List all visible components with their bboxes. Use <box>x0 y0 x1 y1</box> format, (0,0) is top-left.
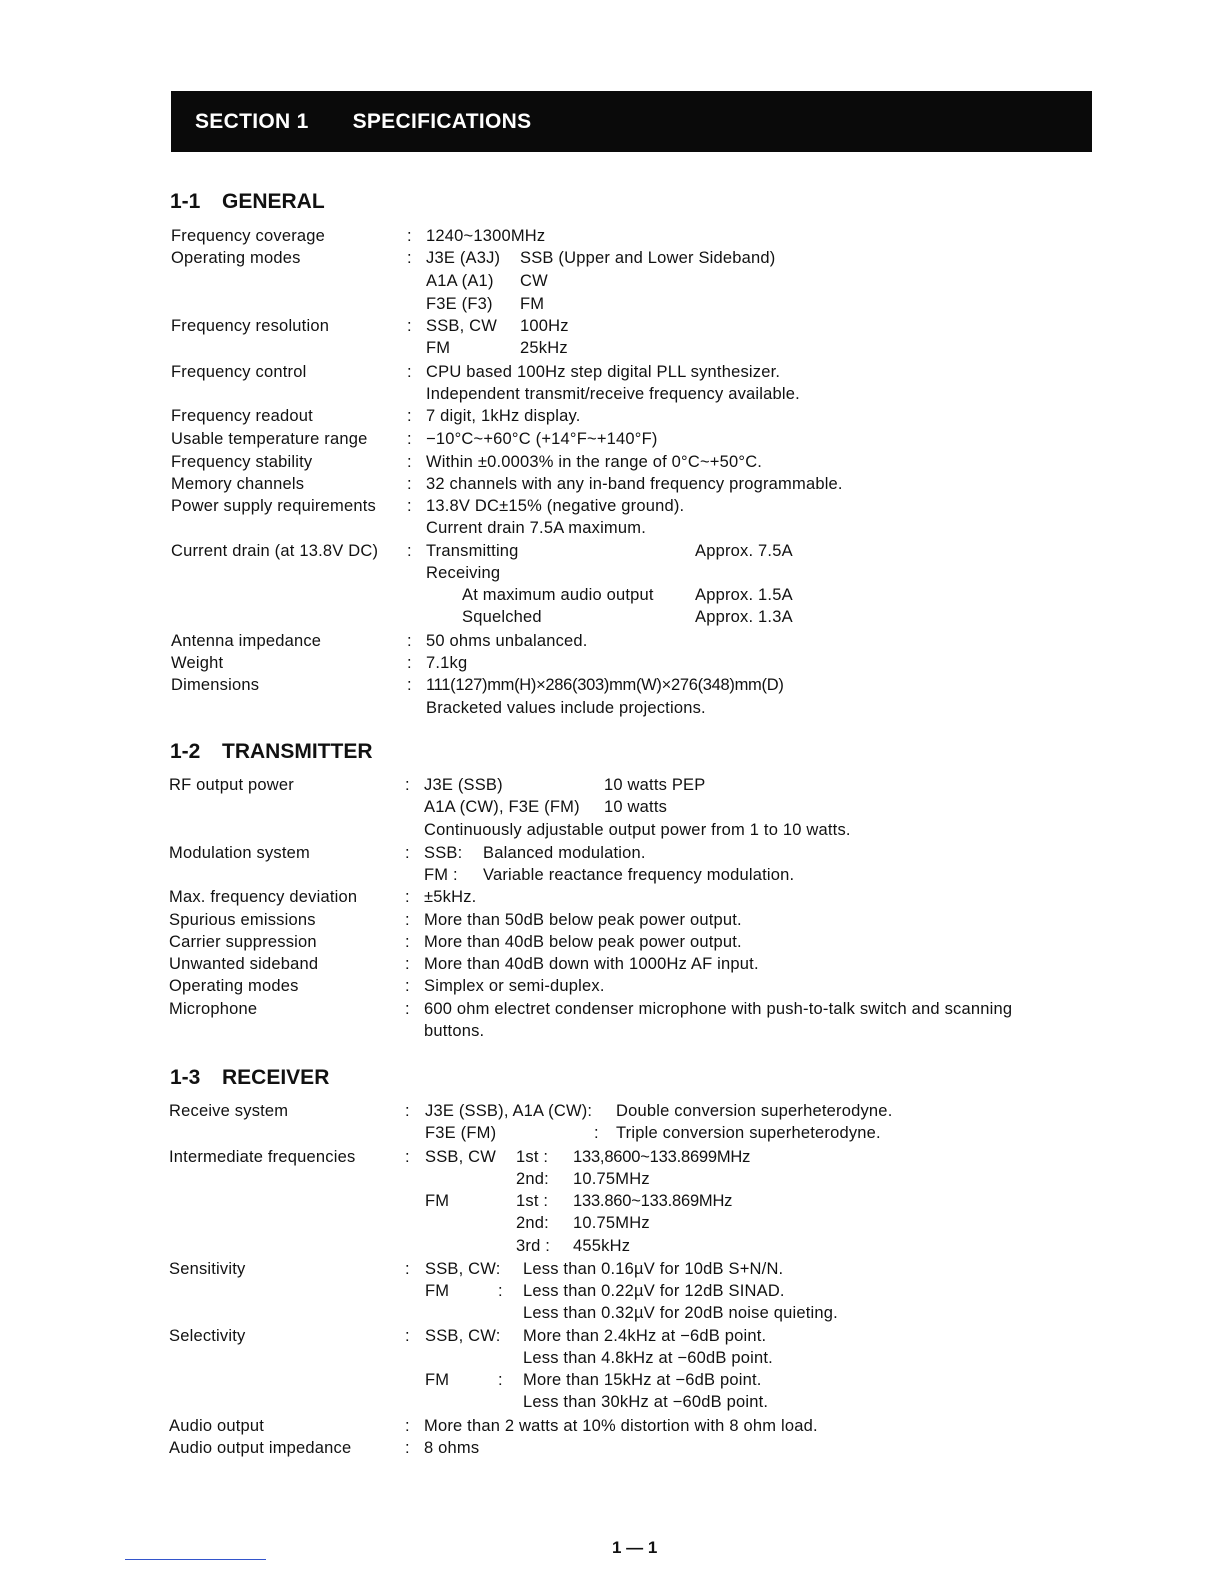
spec-label: Frequency resolution <box>171 317 330 335</box>
spec-label: Antenna impedance <box>171 632 322 650</box>
spec-value: FM <box>425 1282 450 1300</box>
spec-colon: : <box>407 676 412 694</box>
spec-value: Squelched <box>462 608 542 626</box>
spec-value: 3rd : <box>516 1237 551 1255</box>
spec-value: A1A (A1) <box>426 272 494 290</box>
spec-label: Receive system <box>169 1102 289 1120</box>
spec-label: Frequency control <box>171 363 307 381</box>
heading-number: 1-3 <box>170 1066 201 1089</box>
spec-value: 32 channels with any in-band frequency programmable. <box>426 475 843 493</box>
spec-colon: : <box>407 497 412 515</box>
spec-colon: : <box>407 475 412 493</box>
spec-value: 10.75MHz <box>573 1214 650 1232</box>
spec-colon: : <box>405 933 410 951</box>
spec-value: FM <box>425 1371 450 1389</box>
spec-value: 111(127)mm(H)×286(303)mm(W)×276(348)mm(D) <box>426 676 784 694</box>
spec-colon: : <box>405 977 410 995</box>
section-title: SPECIFICATIONS <box>352 109 532 133</box>
spec-value: F3E (FM) <box>425 1124 497 1142</box>
spec-value: : <box>498 1371 503 1389</box>
spec-value: Variable reactance frequency modulation. <box>483 866 795 884</box>
heading-title: RECEIVER <box>222 1066 330 1089</box>
spec-value: FM : <box>424 866 458 884</box>
spec-value: Approx. 7.5A <box>695 542 793 560</box>
spec-label: Usable temperature range <box>171 430 368 448</box>
spec-value: 2nd: <box>516 1170 549 1188</box>
spec-value: 2nd: <box>516 1214 549 1232</box>
spec-colon: : <box>407 407 412 425</box>
spec-value: CW <box>520 272 548 290</box>
spec-value: FM <box>425 1192 450 1210</box>
spec-colon: : <box>405 1260 410 1278</box>
spec-value: J3E (SSB), A1A (CW): <box>425 1102 593 1120</box>
spec-value: FM <box>426 339 451 357</box>
spec-label: Current drain (at 13.8V DC) <box>171 542 379 560</box>
spec-value: More than 40dB down with 1000Hz AF input. <box>424 955 759 973</box>
spec-value: More than 40dB below peak power output. <box>424 933 742 951</box>
spec-colon: : <box>405 1148 410 1166</box>
spec-colon: : <box>405 776 410 794</box>
heading-title: TRANSMITTER <box>222 740 373 763</box>
page-number: 1 — 1 <box>612 1538 658 1557</box>
heading-general <box>170 190 325 214</box>
spec-colon: : <box>407 317 412 335</box>
spec-colon: : <box>405 1000 410 1018</box>
spec-value: 13.8V DC±15% (negative ground). <box>426 497 685 515</box>
spec-colon: : <box>405 844 410 862</box>
spec-value: Receiving <box>426 564 501 582</box>
spec-value: More than 15kHz at −6dB point. <box>523 1371 762 1389</box>
spec-label: Weight <box>171 654 224 672</box>
spec-colon: : <box>407 632 412 650</box>
spec-colon: : <box>405 1102 410 1120</box>
spec-value: A1A (CW), F3E (FM) <box>424 798 580 816</box>
spec-value: Current drain 7.5A maximum. <box>426 519 646 537</box>
spec-value: : <box>594 1124 599 1142</box>
heading-title: GENERAL <box>222 190 325 213</box>
spec-value: More than 2 watts at 10% distortion with 8 ohm load. <box>424 1417 818 1435</box>
spec-label: Sensitivity <box>169 1260 246 1278</box>
spec-value: SSB, CW: <box>425 1260 501 1278</box>
spec-label: RF output power <box>169 776 294 794</box>
spec-value: 133,8600~133.8699MHz <box>573 1148 751 1166</box>
spec-colon: : <box>407 542 412 560</box>
spec-value: More than 50dB below peak power output. <box>424 911 742 929</box>
spec-value: 10.75MHz <box>573 1170 650 1188</box>
spec-value: Approx. 1.3A <box>695 608 793 626</box>
spec-value: −10°C~+60°C (+14°F~+140°F) <box>426 430 658 448</box>
heading-receiver <box>170 1066 329 1090</box>
heading-number: 1-2 <box>170 740 201 763</box>
spec-label: Audio output impedance <box>169 1439 352 1457</box>
spec-value: 1240~1300MHz <box>426 227 546 245</box>
spec-value: CPU based 100Hz step digital PLL synthesizer. <box>426 363 781 381</box>
spec-colon: : <box>405 911 410 929</box>
spec-value: Triple conversion superheterodyne. <box>616 1124 881 1142</box>
spec-colon: : <box>407 430 412 448</box>
spec-value: Transmitting <box>426 542 519 560</box>
spec-value: Independent transmit/receive frequency available. <box>426 385 800 403</box>
spec-colon: : <box>407 363 412 381</box>
spec-value: Double conversion superheterodyne. <box>616 1102 893 1120</box>
spec-value: 133.860~133.869MHz <box>573 1192 733 1210</box>
spec-value: SSB, CW <box>425 1148 497 1166</box>
spec-label: Dimensions <box>171 676 260 694</box>
spec-value: 600 ohm electret condenser microphone with push-to-talk switch and scanning <box>424 1000 1013 1018</box>
spec-colon: : <box>405 888 410 906</box>
section-banner <box>171 91 1092 152</box>
spec-value: J3E (SSB) <box>424 776 503 794</box>
spec-value: Within ±0.0003% in the range of 0°C~+50°C. <box>426 453 763 471</box>
spec-colon: : <box>405 1417 410 1435</box>
spec-value: Less than 30kHz at −60dB point. <box>523 1393 769 1411</box>
spec-value: FM <box>520 295 545 313</box>
spec-value: J3E (A3J) <box>426 249 501 267</box>
heading-number: 1-1 <box>170 190 201 213</box>
footer-rule <box>125 1559 266 1560</box>
spec-label: Operating modes <box>169 977 299 995</box>
spec-label: Carrier suppression <box>169 933 317 951</box>
spec-value: 25kHz <box>520 339 568 357</box>
spec-label: Audio output <box>169 1417 265 1435</box>
spec-label: Memory channels <box>171 475 305 493</box>
spec-colon: : <box>407 453 412 471</box>
spec-value: 7.1kg <box>426 654 468 672</box>
spec-value: 50 ohms unbalanced. <box>426 632 588 650</box>
spec-value: 10 watts <box>604 798 668 816</box>
spec-value: SSB, CW: <box>425 1327 501 1345</box>
spec-value: 8 ohms <box>424 1439 480 1457</box>
spec-colon: : <box>407 227 412 245</box>
spec-label: Selectivity <box>169 1327 246 1345</box>
spec-value: 1st : <box>516 1148 549 1166</box>
spec-label: Microphone <box>169 1000 258 1018</box>
spec-value: At maximum audio output <box>462 586 654 604</box>
spec-value: Continuously adjustable output power from 1 to 10 watts. <box>424 821 851 839</box>
spec-value: 100Hz <box>520 317 569 335</box>
spec-value: Bracketed values include projections. <box>426 699 706 717</box>
spec-value: F3E (F3) <box>426 295 493 313</box>
spec-label: Spurious emissions <box>169 911 316 929</box>
spec-value: 7 digit, 1kHz display. <box>426 407 581 425</box>
spec-value: Less than 0.32µV for 20dB noise quieting. <box>523 1304 838 1322</box>
spec-colon: : <box>407 654 412 672</box>
spec-value: SSB: <box>424 844 463 862</box>
spec-value: SSB, CW <box>426 317 498 335</box>
heading-transmitter <box>170 740 373 764</box>
spec-label: Modulation system <box>169 844 310 862</box>
spec-label: Power supply requirements <box>171 497 376 515</box>
spec-value: Less than 0.22µV for 12dB SINAD. <box>523 1282 785 1300</box>
spec-value: ±5kHz. <box>424 888 477 906</box>
spec-value: More than 2.4kHz at −6dB point. <box>523 1327 767 1345</box>
spec-value: Balanced modulation. <box>483 844 646 862</box>
spec-colon: : <box>405 1439 410 1457</box>
spec-label: Intermediate frequencies <box>169 1148 356 1166</box>
spec-value: buttons. <box>424 1022 485 1040</box>
spec-label: Frequency readout <box>171 407 313 425</box>
spec-value: Less than 0.16µV for 10dB S+N/N. <box>523 1260 784 1278</box>
spec-value: : <box>498 1282 503 1300</box>
spec-value: 455kHz <box>573 1237 631 1255</box>
spec-label: Frequency coverage <box>171 227 326 245</box>
spec-label: Unwanted sideband <box>169 955 319 973</box>
section-number: SECTION 1 <box>195 109 309 133</box>
spec-label: Max. frequency deviation <box>169 888 358 906</box>
spec-label: Frequency stability <box>171 453 313 471</box>
spec-value: 10 watts PEP <box>604 776 706 794</box>
spec-colon: : <box>405 1327 410 1345</box>
spec-value: Less than 4.8kHz at −60dB point. <box>523 1349 773 1367</box>
spec-label: Operating modes <box>171 249 301 267</box>
spec-colon: : <box>407 249 412 267</box>
spec-value: SSB (Upper and Lower Sideband) <box>520 249 776 267</box>
spec-colon: : <box>405 955 410 973</box>
spec-value: Approx. 1.5A <box>695 586 793 604</box>
spec-value: Simplex or semi-duplex. <box>424 977 605 995</box>
spec-value: 1st : <box>516 1192 549 1210</box>
